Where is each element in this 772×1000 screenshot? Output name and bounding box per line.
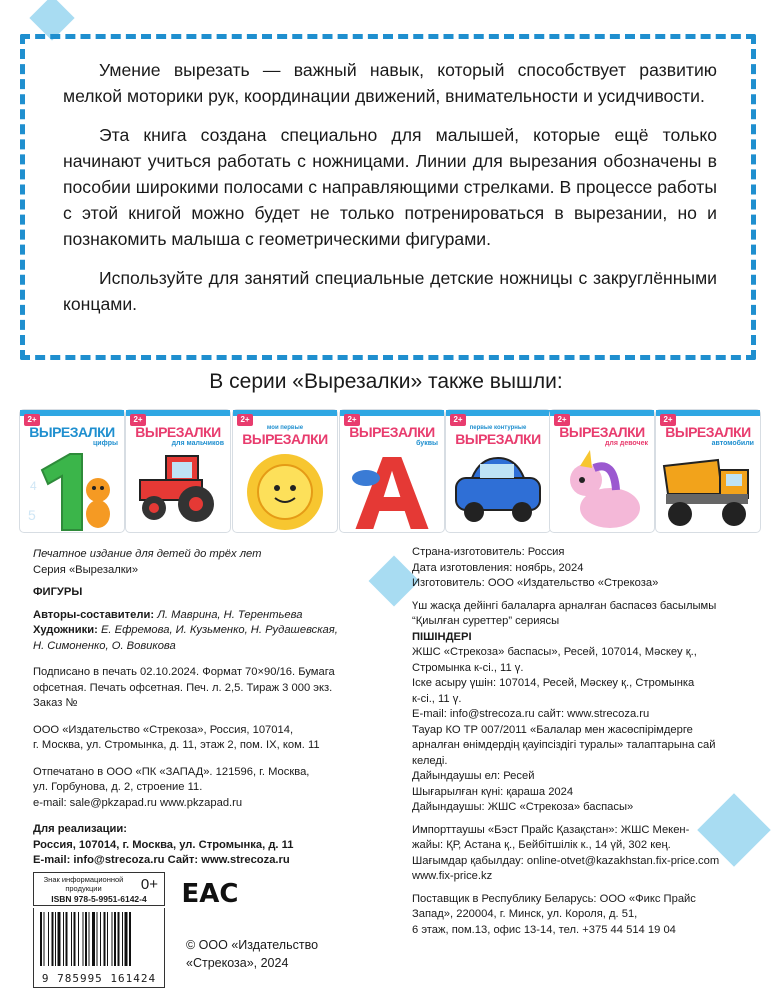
age-badge: 2+ — [660, 414, 676, 426]
isbn: ISBN 978-5-9951-6142-4 — [33, 893, 165, 906]
printed-3: e-mail: sale@pkzapad.ru www.pkzapad.ru — [33, 796, 243, 809]
kz-line-10: арналған өнімдердің қауіпсіздігі туралы» талаптарына сай — [412, 739, 716, 751]
kz-line-5: Стромынка к-сі., 11 ү. — [412, 661, 524, 674]
by-line-1: Поставщик в Республику Беларусь: ООО «Фикс Прайс — [412, 892, 696, 905]
cover-numbers — [20, 410, 124, 532]
imprint-right — [412, 545, 752, 938]
signed-1: Подписано в печать 02.10.2024. Формат 70×90/16. Бумага — [33, 666, 335, 678]
printed-1: Отпечатано в ООО «ПК «ЗАПАД». 121596, г. Москва, — [33, 765, 310, 778]
kz-line-8: E-mail: info@strecoza.ru сайт: www.strecoza.ru — [412, 708, 650, 720]
age-badge: 2+ — [130, 414, 146, 426]
cover-art-letter-a — [340, 450, 444, 532]
info-mark-label: Знак информационной продукции — [43, 875, 124, 893]
cover-vehicles — [656, 410, 760, 532]
kz-line-13: Шығарылған күні: қараша 2024 — [412, 785, 574, 798]
cover-title: ВЫРЕЗАЛКИ — [349, 424, 435, 440]
cover-title: ВЫРЕЗАЛКИ — [29, 424, 115, 440]
kz-line-6: Іске асыру үшін: 107014, Ресей, Мәскеу қ., Стромынка — [412, 677, 695, 689]
cover-art-sun — [233, 450, 337, 532]
cover-girls — [550, 410, 654, 532]
signed-2: офсетная. Печать офсетная. Печ. л. 2,5. Тираж 3 000 экз. — [33, 681, 333, 694]
cover-art-tractor — [126, 450, 230, 532]
printed-2: ул. Горбунова, д. 2, строение 11. — [33, 781, 203, 793]
cover-art-number-one — [20, 450, 124, 532]
intro-paragraph-3: Используйте для занятий специальные детские ножницы с закруглёнными концами. — [63, 268, 717, 314]
signed-3: Заказ № — [33, 697, 78, 709]
cover-art-dump-truck — [656, 450, 760, 532]
copyright-line-2: «Стрекоза», 2024 — [186, 956, 289, 970]
series-line: Серия «Вырезалки» — [33, 563, 139, 576]
kz-line-1: Үш жасқа дейінгі балаларға арналған баспасөз басылымы — [412, 599, 717, 612]
kz-title: ПІШІНДЕРІ — [412, 630, 472, 643]
svg-text:5: 5 — [28, 507, 36, 523]
cover-subtitle: автомобили — [711, 440, 754, 447]
edition-note: Печатное издание для детей до трёх лет — [33, 548, 262, 560]
authors: Л. Маврина, Н. Терентьева — [157, 608, 303, 621]
kz-line-7: к-сі., 11 ү. — [412, 692, 462, 705]
by-line-2: Запад», 220004, г. Минск, ул. Короля, д. 51, — [412, 908, 638, 920]
barcode-bars — [34, 910, 166, 970]
copyright-line-1: © ООО «Издательство — [186, 938, 319, 952]
cover-subtitle: для мальчиков — [171, 440, 224, 447]
cover-title: ВЫРЕЗАЛКИ — [242, 431, 328, 447]
sales-address: Россия, 107014, г. Москва, ул. Стромынка, д. 11 — [33, 838, 294, 851]
age-badge: 2+ — [450, 414, 466, 426]
kz-line-12: Дайындаушы ел: Ресей — [412, 770, 535, 782]
kz-line-4: ЖШС «Стрекоза» баспасы», Ресей, 107014, Мәскеу қ., — [412, 646, 697, 658]
cover-pretitle: первые контурные — [469, 425, 527, 431]
authors-label: Авторы-составители: — [33, 608, 155, 621]
manufacture-date: Дата изготовления: ноябрь, 2024 — [412, 561, 584, 574]
kz-line-15: Импорттаушы «Бэст Прайс Қазақстан»: ЖШС Мекен- — [412, 823, 690, 836]
kz-line-17: Шағымдар қабылдау: online-otvet@kazakhstan.fix-price.com — [412, 854, 720, 867]
sales-label: Для реализации: — [33, 823, 127, 835]
cover-letters — [340, 410, 444, 532]
intro-paragraph-1: Умение вырезать — важный навык, который способствует развитию мелкой моторики рук, координации движений, внимательности и усидчивости. — [63, 60, 717, 106]
copyright — [186, 936, 396, 972]
country: Страна-изготовитель: Россия — [412, 546, 565, 558]
kz-line-9: Тауар КО ТР 007/2011 «Балалар мен жасөспірімдерге — [412, 723, 693, 736]
age-badge: 2+ — [344, 414, 360, 426]
cover-subtitle: для девочек — [604, 440, 648, 447]
by-line-3: 6 этаж, пом.13, офис 13-14, тел. +375 44 514 19 04 — [412, 923, 676, 936]
cover-title: ВЫРЕЗАЛКИ — [559, 424, 645, 440]
cover-title: ВЫРЕЗАЛКИ — [455, 431, 541, 447]
eac-text: EAC — [181, 879, 239, 909]
intro-paragraph-2: Эта книга создана специально для малышей, которые ещё только начинают учиться работать с ножницами. Линии для вырезания обозначены в пособии широкими полосами с направляющими стрелками. В процессе работы с этой книгой можно будет не только потренироваться в вырезании, но и познакомить малыша с геометрическими фигурами. — [63, 125, 717, 249]
cover-subtitle: буквы — [416, 440, 438, 447]
manufacturer: Изготовитель: ООО «Издательство «Стрекоза» — [412, 577, 659, 589]
series-heading: В серии «Вырезалки» также вышли: — [209, 370, 563, 393]
artists-2: Н. Симоненко, О. Вовикова — [33, 639, 176, 652]
barcode — [33, 908, 165, 988]
sales-contacts: E-mail: info@strecoza.ru Сайт: www.strecoza.ru — [33, 854, 290, 866]
age-rating: 0+ — [140, 876, 158, 893]
barcode-digits: 9 785995 161424 — [41, 972, 157, 985]
publisher-2: г. Москва, ул. Стромынка, д. 11, этаж 2, пом. IX, ком. 11 — [33, 739, 320, 751]
book-title: ФИГУРЫ — [33, 586, 83, 598]
publisher-1: ООО «Издательство «Стрекоза», Россия, 107014, — [33, 723, 294, 736]
age-badge: 2+ — [554, 414, 570, 426]
authors-line — [33, 608, 398, 624]
cover-art-car — [446, 450, 550, 532]
cover-subtitle: цифры — [93, 440, 118, 447]
eac-mark — [181, 872, 239, 909]
cover-contour — [446, 410, 550, 532]
kz-line-2: “Қиылған суреттер” сериясы — [412, 615, 560, 627]
kz-line-18: www.fix-price.kz — [412, 870, 493, 882]
svg-text:4: 4 — [30, 479, 37, 493]
kz-line-11: келеді. — [412, 754, 448, 767]
cover-first — [233, 410, 337, 532]
artists-line — [33, 623, 398, 639]
cover-title: ВЫРЕЗАЛКИ — [135, 424, 221, 440]
cover-pretitle: мои первые — [266, 425, 304, 431]
imprint-left — [33, 547, 398, 869]
intro-box — [20, 34, 756, 360]
artists-1: Е. Ефремова, И. Кузьменко, Н. Рудашевская, — [100, 624, 338, 636]
cover-boys — [126, 410, 230, 532]
age-badge: 2+ — [24, 414, 40, 426]
cover-art-unicorn — [550, 450, 654, 532]
age-badge: 2+ — [237, 414, 253, 426]
kz-line-16: жайы: ҚР, Астана қ., Бейбітшілік к., 14 үй, 302 кең. — [412, 839, 671, 851]
cover-title: ВЫРЕЗАЛКИ — [665, 424, 751, 440]
kz-line-14: Дайындаушы: ЖШС «Стрекоза» баспасы» — [412, 801, 634, 813]
artists-label: Художники: — [33, 624, 98, 636]
series-covers — [20, 410, 760, 532]
